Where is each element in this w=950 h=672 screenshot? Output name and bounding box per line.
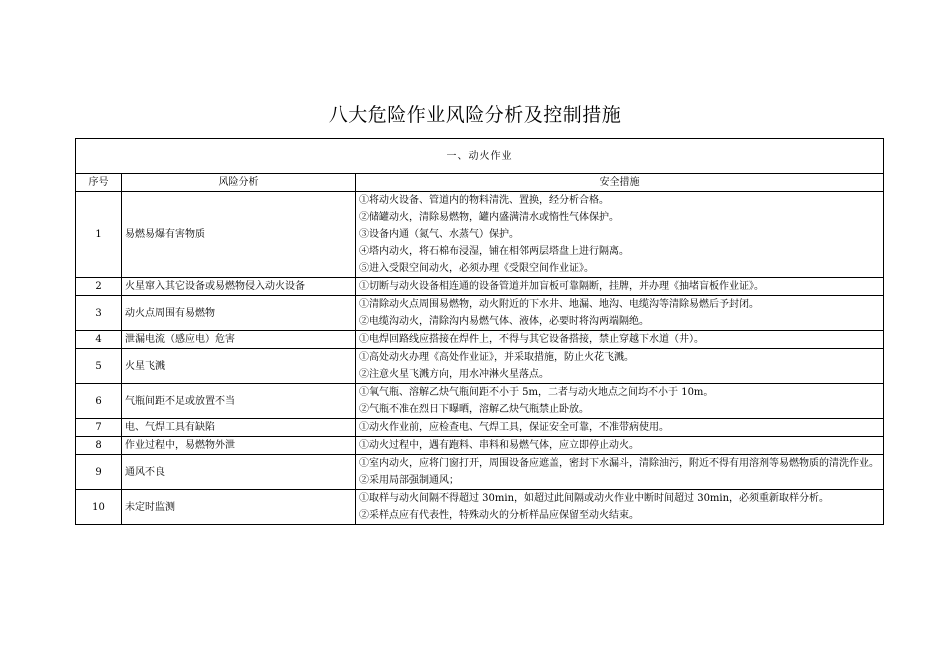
measure-line: ②采用局部强制通风； xyxy=(359,475,459,486)
measure-line: ②储罐动火，清除易燃物，罐内盛满清水或惰性气体保护。 xyxy=(359,212,619,223)
safety-measures-cell xyxy=(356,455,884,490)
safety-measures-cell xyxy=(356,278,884,296)
measure-line: ②气瓶不准在烈日下曝晒，溶解乙炔气瓶禁止卧放。 xyxy=(359,404,589,415)
risk-analysis-cell: 火星飞溅 xyxy=(122,349,356,384)
row-number: 5 xyxy=(76,349,122,384)
safety-measures-cell xyxy=(356,331,884,349)
risk-analysis-cell: 火星窜入其它设备或易燃物侵入动火设备 xyxy=(122,278,356,296)
row-number: 3 xyxy=(76,296,122,331)
row-number: 1 xyxy=(76,192,122,278)
table-row xyxy=(76,455,884,490)
risk-analysis-cell: 易燃易爆有害物质 xyxy=(122,192,356,278)
safety-measures-cell xyxy=(356,384,884,419)
row-number: 6 xyxy=(76,384,122,419)
measure-line: ①取样与动火间隔不得超过 30min，如超过此间隔或动火作业中断时间超过 30min，必须重新取样分析。 xyxy=(359,493,830,504)
table-row xyxy=(76,331,884,349)
safety-measures-cell xyxy=(356,192,884,278)
measure-line: ⑤进入受限空间动火，必须办理《受限空间作业证》。 xyxy=(359,263,594,274)
row-number: 8 xyxy=(76,437,122,455)
safety-measures-cell xyxy=(356,490,884,525)
table-row xyxy=(76,419,884,437)
table-row xyxy=(76,192,884,278)
document-title: 八大危险作业风险分析及控制措施 xyxy=(328,104,622,126)
row-number: 9 xyxy=(76,455,122,490)
row-number: 4 xyxy=(76,331,122,349)
section-heading: 一、动火作业 xyxy=(76,139,884,174)
row-number: 10 xyxy=(76,490,122,525)
measure-line: ①切断与动火设备相连通的设备管道并加盲板可靠隔断，挂牌，并办理《抽堵盲板作业证》。 xyxy=(359,281,764,292)
table-row xyxy=(76,349,884,384)
table-row xyxy=(76,437,884,455)
measure-line: ①电焊回路线应搭接在焊件上，不得与其它设备搭接，禁止穿越下水道（井）。 xyxy=(359,334,704,345)
measure-line: ①动火作业前，应检查电、气焊工具，保证安全可靠，不准带病使用。 xyxy=(359,422,669,433)
safety-measures-cell xyxy=(356,437,884,455)
risk-analysis-cell: 通风不良 xyxy=(122,455,356,490)
measure-line: ①室内动火，应将门窗打开，周围设备应遮盖，密封下水漏斗，清除油污，附近不得有用溶剂等易燃物质的清洗作业。 xyxy=(359,458,879,469)
measure-line: ③设备内通（氮气、水蒸气）保护。 xyxy=(359,229,519,240)
table-row xyxy=(76,278,884,296)
header-measures: 安全措施 xyxy=(356,174,884,192)
risk-analysis-cell: 作业过程中，易燃物外泄 xyxy=(122,437,356,455)
measure-line: ④塔内动火，将石棉布浸湿，铺在相邻两层塔盘上进行隔离。 xyxy=(359,246,629,257)
table-body xyxy=(76,192,884,525)
risk-analysis-cell: 泄漏电流（感应电）危害 xyxy=(122,331,356,349)
risk-analysis-cell: 电、气焊工具有缺陷 xyxy=(122,419,356,437)
safety-measures-cell xyxy=(356,349,884,384)
measure-line: ②采样点应有代表性，特殊动火的分析样品应保留至动火结束。 xyxy=(359,510,639,521)
measure-line: ②注意火星飞溅方向，用水冲淋火星落点。 xyxy=(359,369,549,380)
measure-line: ①清除动火点周围易燃物，动火附近的下水井、地漏、地沟、电缆沟等清除易燃后予封闭。 xyxy=(359,299,759,310)
safety-measures-cell xyxy=(356,296,884,331)
header-risk: 风险分析 xyxy=(122,174,356,192)
header-number: 序号 xyxy=(76,174,122,192)
table-row xyxy=(76,490,884,525)
row-number: 2 xyxy=(76,278,122,296)
row-number: 7 xyxy=(76,419,122,437)
measure-line: ②电缆沟动火，清除沟内易燃气体、液体，必要时将沟两端隔绝。 xyxy=(359,316,649,327)
risk-analysis-cell: 气瓶间距不足或放置不当 xyxy=(122,384,356,419)
measure-line: ①高处动火办理《高处作业证》，并采取措施，防止火花飞溅。 xyxy=(359,352,634,363)
risk-analysis-cell: 未定时监测 xyxy=(122,490,356,525)
measure-line: ①动火过程中，遇有跑料、串料和易燃气体，应立即停止动火。 xyxy=(359,440,639,451)
table-row xyxy=(76,384,884,419)
risk-control-table xyxy=(75,138,884,525)
safety-measures-cell xyxy=(356,419,884,437)
risk-analysis-cell: 动火点周围有易燃物 xyxy=(122,296,356,331)
measure-line: ①将动火设备、管道内的物料清洗、置换，经分析合格。 xyxy=(359,195,609,206)
measure-line: ①氧气瓶、溶解乙炔气瓶间距不小于 5m，二者与动火地点之间均不小于 10m。 xyxy=(359,387,714,398)
table-row xyxy=(76,296,884,331)
